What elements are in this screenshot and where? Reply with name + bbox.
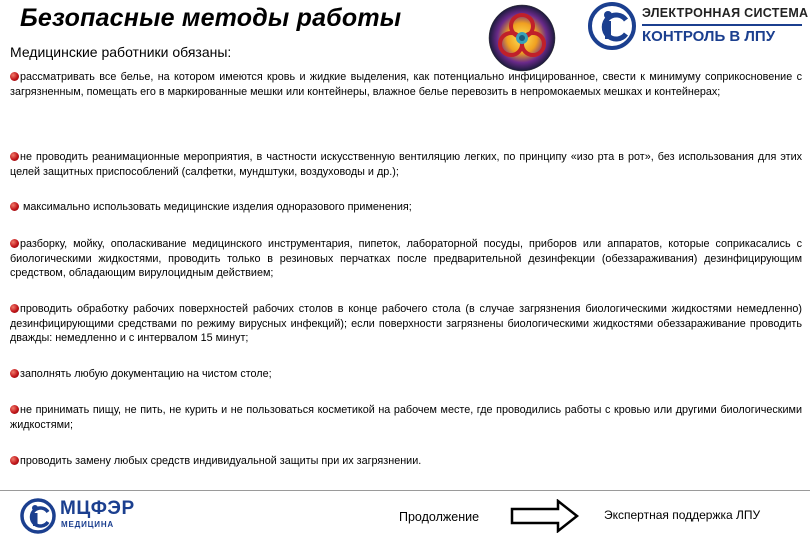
- bullet-icon: [10, 202, 19, 211]
- list-item: [10, 237, 802, 281]
- list-item: [10, 70, 802, 99]
- bullet-icon: [10, 72, 19, 81]
- bullet-icon: [10, 369, 19, 378]
- list-item-text: не принимать пищу, не пить, не курить и не пользоваться косметикой на рабочем месте, где проводились работы с кровью или другими биологическими жидкостями;: [10, 404, 802, 431]
- list-item-text: разборку, мойку, ополаскивание медицинского инструментария, пипеток, лабораторной посуды, приборов или аппаратов, которые соприкасались с биологическими жидкостями, проводить только в резиновых перчатках после предварительной дезинфекции (обеззараживания) дезинфицирующим средством, обладающим вирулоцидным действием;: [10, 238, 802, 279]
- brand-line-top: ЭЛЕКТРОННАЯ СИСТЕМА: [642, 6, 809, 20]
- biohazard-icon: [488, 4, 556, 72]
- list-item-text: максимально использовать медицинские изделия одноразового применения;: [20, 201, 412, 213]
- page-title: Безопасные методы работы: [20, 4, 402, 32]
- footer-divider: [0, 490, 810, 491]
- list-item-text: рассматривать все белье, на котором имеются кровь и жидкие выделения, как потенциально инфицированное, свести к минимуму соприкосновение с загрязненным, помещать его в маркированные мешки или контейнеры, влажное белье перевозить в непромокаемых мешках и контейнерах;: [10, 71, 802, 98]
- list-item: [10, 150, 802, 179]
- list-item: [10, 200, 802, 215]
- brand-logo: [586, 2, 809, 52]
- section-subtitle: Медицинские работники обязаны:: [10, 44, 232, 60]
- list-item-text: заполнять любую документацию на чистом столе;: [20, 368, 272, 380]
- right-arrow-icon[interactable]: [510, 499, 580, 533]
- list-item: [10, 367, 802, 382]
- bullet-icon: [10, 239, 19, 248]
- list-item: [10, 403, 802, 432]
- list-item-text: не проводить реанимационные мероприятия, в частности искусственную вентиляцию легких, по принципу «изо рта в рот», без использования для этих целей защитных приспособлений (салфетки, мундштуки, воздуховоды и др.);: [10, 151, 802, 178]
- list-item: [10, 302, 802, 346]
- mcfer-logo-text: МЦФЭР: [60, 498, 135, 519]
- list-item-text: проводить обработку рабочих поверхностей рабочих столов в конце рабочего стола (в случае загрязнения биологическими жидкостями немедленно) дезинфицирующими средствами по режиму вирусных инфекций); если поверхности загрязнены биологическими жидкостями обеззараживание проводить дважды: немедленно и с интервалом 15 минут;: [10, 303, 802, 344]
- mcfer-logo: [20, 498, 150, 534]
- mcfer-logo-sub: МЕДИЦИНА: [61, 520, 114, 529]
- list-item-text: проводить замену любых средств индивидуальной защиты при их загрязнении.: [20, 455, 422, 467]
- brand-line-bottom: КОНТРОЛЬ В ЛПУ: [642, 24, 802, 46]
- brand-emblem-icon: [588, 2, 636, 50]
- bullet-icon: [10, 405, 19, 414]
- list-item: [10, 454, 802, 469]
- bullet-icon: [10, 304, 19, 313]
- bullet-icon: [10, 152, 19, 161]
- bullet-icon: [10, 456, 19, 465]
- expert-support-label: Экспертная поддержка ЛПУ: [604, 508, 761, 522]
- continue-link[interactable]: Продолжение: [399, 510, 480, 524]
- mcfer-emblem-icon: [20, 498, 56, 534]
